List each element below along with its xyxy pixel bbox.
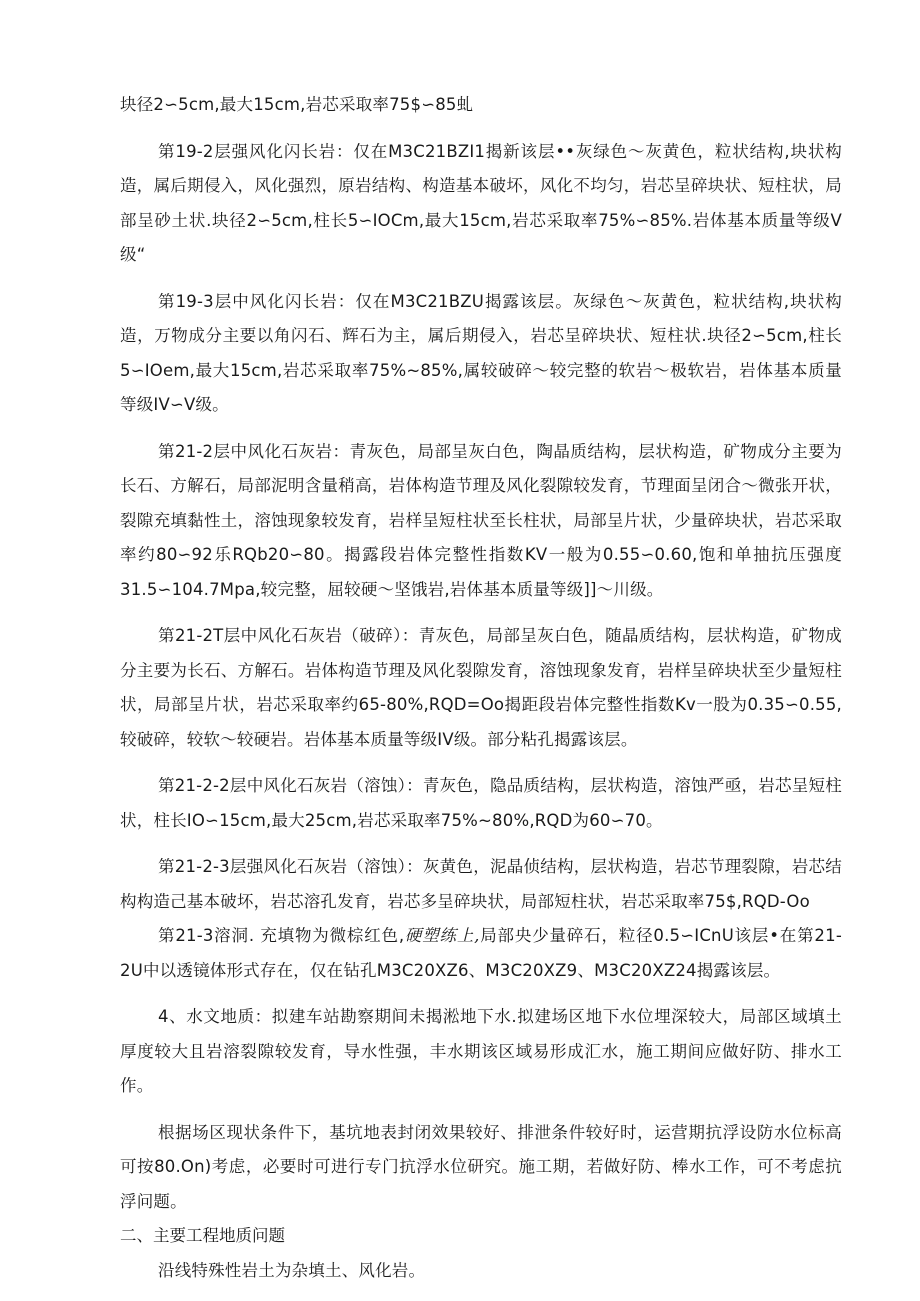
- paragraph-layer-19-3: 第19-3层中风化闪长岩：仅在M3C21BZU揭露该层。灰绿色～灰黄色，粒状结构,块状构造，万物成分主要以角闪石、辉石为主，属后期侵入，岩芯呈碎块状、短柱状.块径2∽5cm,柱长5∽IOem,最大15cm,岩芯采取率75%~85%,属较破碎～较完整的软岩～极软岩，岩体基本质量等级IV∽V级。: [120, 291, 842, 414]
- document-page: [120, 88, 842, 1288]
- paragraph-layer-21-3-part-a: 第21-3溶洞. 充填物为微棕红色,: [158, 926, 405, 945]
- paragraph-layer-21-3-part-c: 局部央少量碎石，粒径0.5∽ICnU该层•在第21-2U中以透镜体形式存在，仅在钻孔M3C20XZ6、M3C20XZ9、M3C20XZ24揭露该层。: [120, 926, 842, 980]
- paragraph-layer-21-3-emphasis: 硬塑练上,: [404, 926, 480, 945]
- paragraph-layer-21-3: [120, 919, 842, 988]
- paragraph-layer-21-2t: 第21-2T层中风化石灰岩（破碎）：青灰色，局部呈灰白色，随晶质结构，层状构造，矿物成分主要为长石、方解石。岩体构造节理及风化裂隙发育，溶蚀现象发育，岩样呈碎块状至少量短柱状，局部呈片状，岩芯采取率约65-80%,RQD=Oo揭距段岩体完整性指数Kv一股为0.35∽0.55,较破碎，较软～较硬岩。岩体基本质量等级IV级。部分粘孔揭露该层。: [120, 626, 842, 749]
- paragraph-special-soils: 沿线特殊性岩土为杂填土、风化岩。: [158, 1260, 426, 1280]
- paragraph-anti-float-water-level: 根据场区现状条件下，基坑地表封闭效果较好、排泄条件较好时，运营期抗浮设防水位标高可按80.On)考虑，必要时可进行专门抗浮水位研究。施工期，若做好防、棒水工作，可不考虑抗浮问题。: [120, 1122, 842, 1211]
- paragraph-layer-19-2: 第19-2层强风化闪长岩：仅在M3C21BZI1揭新该层••灰绿色～灰黄色，粒状结构,块状构造，属后期侵入，风化强烈，原岩结构、构造基本破坏，风化不均匀，岩芯呈碎块状、短柱状，局部呈砂土状.块径2∽5cm,柱长5∽IOCm,最大15cm,岩芯采取率75%∽85%.岩体基本质量等级V级“: [120, 141, 842, 264]
- paragraph-layer-21-2-2: 第21-2-2层中风化石灰岩（溶蚀）：青灰色，隐品质结构，层状构造，溶蚀严亟，岩芯呈短柱状，柱长IO∽15cm,最大25cm,岩芯采取率75%~80%,RQD为60∽70。: [120, 776, 842, 830]
- section-heading-geological-issues: 二、主要工程地质问题: [120, 1226, 285, 1245]
- paragraph-layer-21-2-3: 第21-2-3层强风化石灰岩（溶蚀）：灰黄色，泥晶侦结构，层状构造，岩芯节理裂隙，岩芯结构构造己基本破坏，岩芯溶孔发育，岩芯多呈碎块状，局部短柱状，岩芯采取率75$,RQD-Oo: [120, 857, 842, 911]
- paragraph-layer-21-2: 第21-2层中风化石灰岩：青灰色，局部呈灰白色，陶晶质结构，层状构造，矿物成分主要为长石、方解石，局部泥明含量稍高，岩体构造节理及风化裂隙较发育，节理面呈闭合～微张开状，裂隙充填黏性土，溶蚀现象较发育，岩样呈短柱状至长柱状，局部呈片状，少量碎块状，岩芯采取率约80∽92乐RQb20∽80。揭露段岩体完整性指数KV一般为0.55∽0.60,饱和单抽抗压强度31.5∽104.7Mpa,较完整，屈较硬～坚饿岩,岩体基本质量等级]]～川级。: [120, 441, 842, 599]
- paragraph-rock-continuation: 块径2∽5cm,最大15cm,岩芯采取率75$∽85虬: [120, 95, 474, 114]
- paragraph-hydrogeology: 4、水文地质：拟建车站勘察期间未揭淞地下水.拟建场区地下水位埋深较大，局部区域填土厚度较大且岩溶裂隙较发育，导水性强，丰水期该区域易形成汇水，施工期间应做好防、排水工作。: [120, 1007, 842, 1095]
